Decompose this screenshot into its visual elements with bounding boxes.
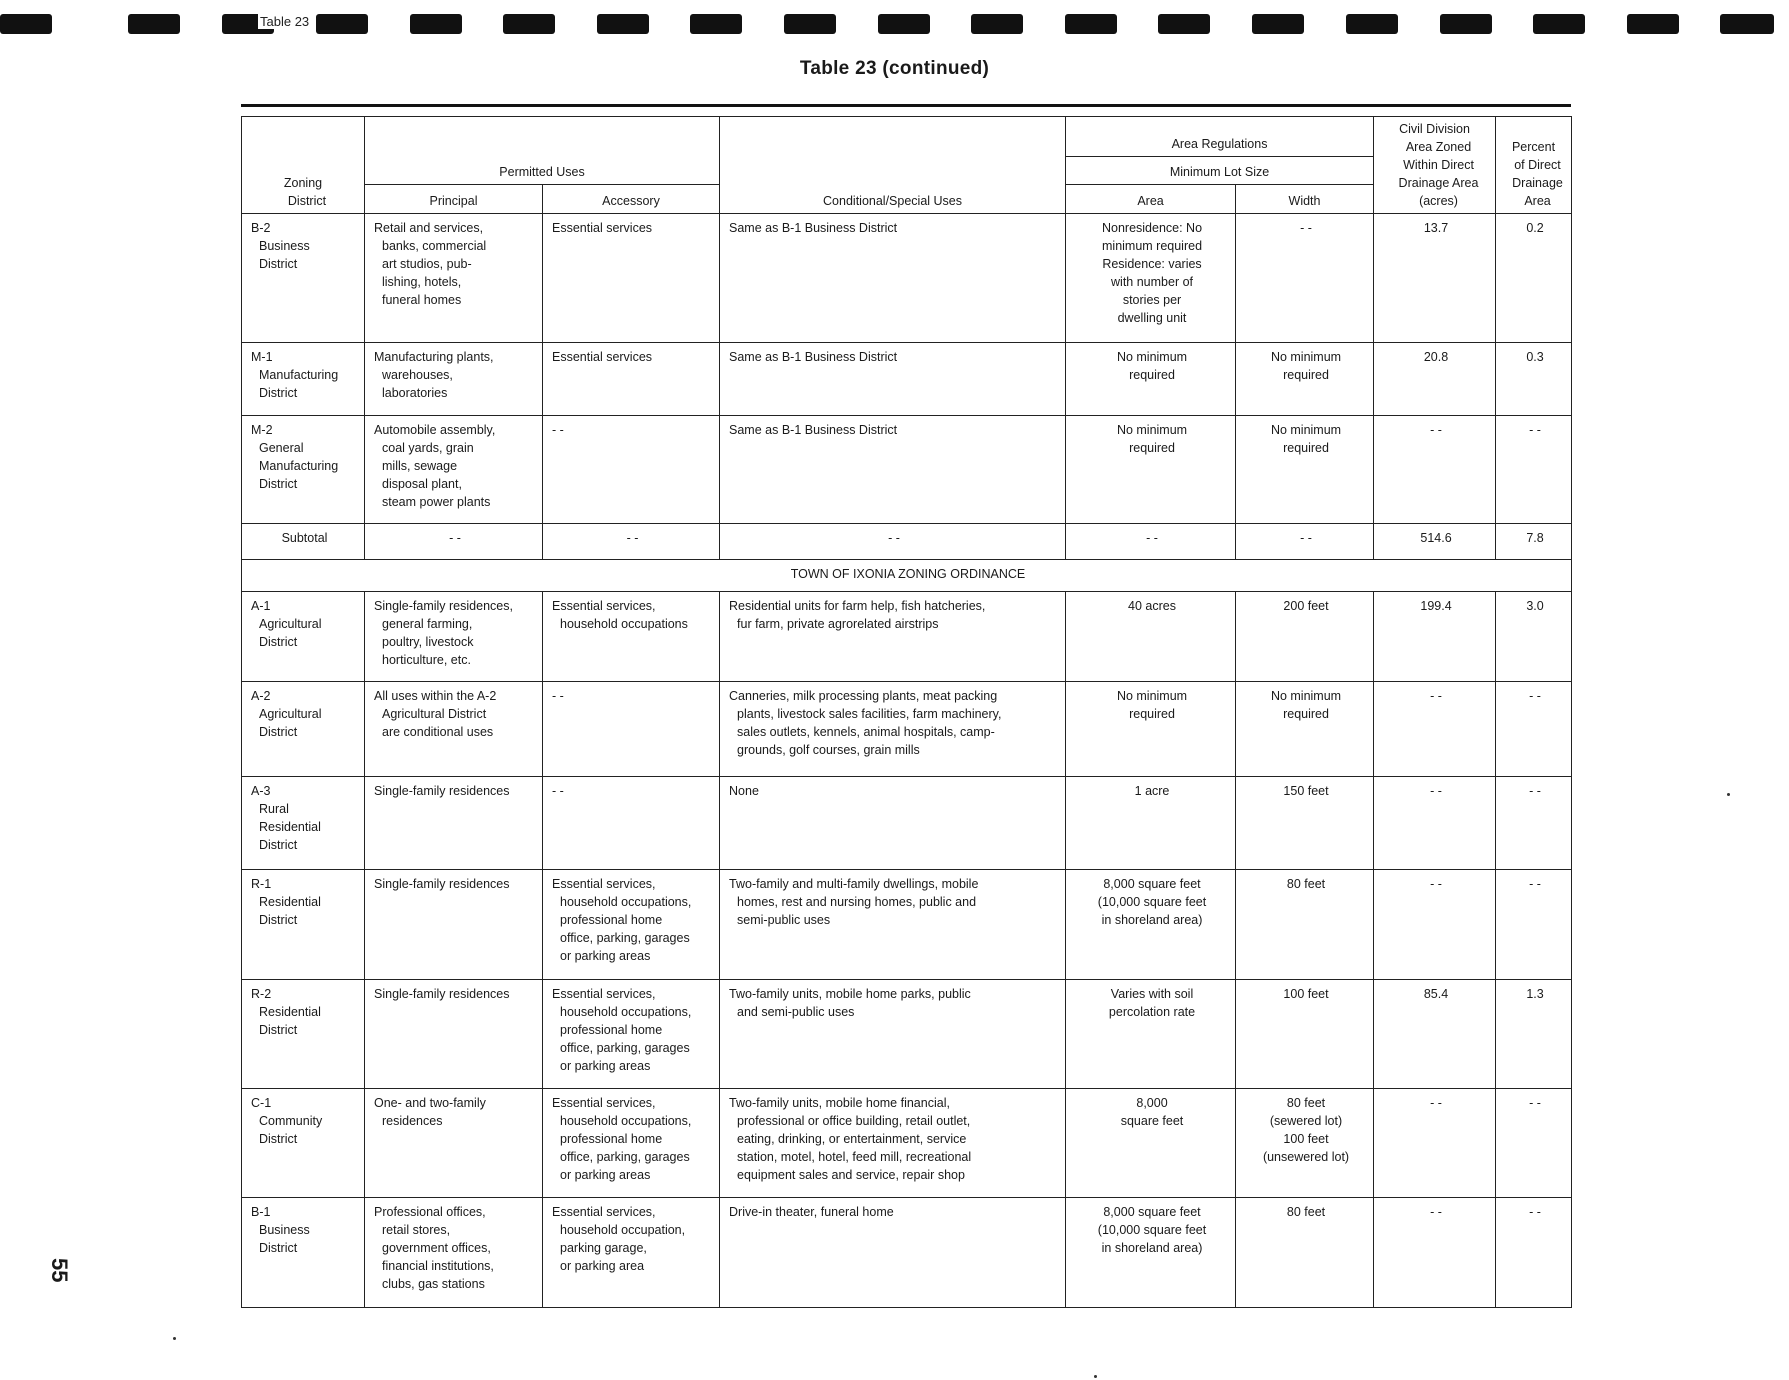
scan-speck: [1094, 1375, 1097, 1378]
cell-text: - -: [552, 423, 564, 437]
table-row: [242, 592, 1572, 682]
cell-percent: [1496, 1198, 1572, 1308]
cell-width: [1236, 777, 1374, 870]
cell-area: [1066, 870, 1236, 980]
cell-district: [242, 980, 365, 1089]
page-label: Table 23: [260, 14, 310, 29]
cell-percent: [1496, 777, 1572, 870]
header-civil-division-acres: Civil Division Area Zoned Within Direct Drainage Area (acres): [1374, 117, 1496, 214]
cell-conditional: [720, 1198, 1066, 1308]
table-row: [242, 343, 1572, 416]
subtotal-district: Subtotal: [242, 524, 365, 560]
cell-area: [1066, 777, 1236, 870]
subtotal-conditional: - -: [720, 524, 1066, 560]
subtotal-percent: 7.8: [1496, 524, 1572, 560]
cell-conditional: [720, 343, 1066, 416]
cell-text: - -: [1430, 1205, 1442, 1219]
cell-text: M-2 General Manufacturing District: [251, 423, 339, 491]
cell-text: Essential services, household occupations, professional home office, parking, garages or parking areas: [552, 1096, 692, 1182]
table-row: [242, 214, 1572, 343]
cell-district: [242, 682, 365, 777]
cell-area: [1066, 592, 1236, 682]
cell-text: Single-family residences: [374, 877, 510, 891]
cell-accessory: [543, 592, 720, 682]
cell-percent: [1496, 592, 1572, 682]
title-rule: [241, 104, 1571, 107]
cell-text: Nonresidence: No minimum required Residence: varies with number of stories per dwelling unit: [1101, 221, 1203, 325]
cell-text: B-2 Business District: [251, 221, 310, 271]
cell-acres: [1374, 214, 1496, 343]
cell-text: 200 feet: [1283, 599, 1329, 613]
cell-text: 85.4: [1423, 987, 1449, 1001]
cell-text: No minimum required: [1116, 689, 1188, 721]
cell-text: None: [729, 784, 759, 798]
cell-area: [1066, 214, 1236, 343]
cell-text: No minimum required: [1116, 350, 1188, 382]
cell-text: - -: [1430, 423, 1442, 437]
header-area: Area: [1066, 185, 1236, 214]
cell-accessory: [543, 870, 720, 980]
cell-text: 8,000 square feet (10,000 square feet in shoreland area): [1097, 1205, 1207, 1255]
cell-text: C-1 Community District: [251, 1096, 323, 1146]
cell-text: Manufacturing plants, warehouses, laboratories: [374, 350, 494, 400]
cell-principal: [365, 1089, 543, 1198]
cell-acres: [1374, 1198, 1496, 1308]
subtotal-row: [242, 524, 1572, 560]
scan-speck: [173, 1337, 176, 1340]
header-minimum-lot-size: Minimum Lot Size: [1066, 156, 1374, 185]
cell-width: [1236, 980, 1374, 1089]
cell-area: [1066, 343, 1236, 416]
cell-text: 0.2: [1526, 221, 1544, 235]
cell-conditional: [720, 777, 1066, 870]
cell-text: 3.0: [1526, 599, 1544, 613]
cell-text: - -: [1529, 689, 1541, 703]
cell-acres: [1374, 416, 1496, 524]
cell-district: [242, 777, 365, 870]
cell-percent: [1496, 214, 1572, 343]
cell-accessory: [543, 777, 720, 870]
cell-text: One- and two-family residences: [374, 1096, 486, 1128]
table-section-town: [242, 560, 1572, 592]
cell-text: B-1 Business District: [251, 1205, 310, 1255]
header-area-regulations: Area Regulations: [1066, 117, 1374, 157]
header-principal: Principal: [365, 185, 543, 214]
cell-text: 8,000 square feet: [1120, 1096, 1184, 1128]
cell-principal: [365, 777, 543, 870]
cell-text: - -: [1430, 877, 1442, 891]
cell-width: [1236, 343, 1374, 416]
cell-conditional: [720, 416, 1066, 524]
cell-text: Canneries, milk processing plants, meat packing plants, livestock sales facilities, farm machinery, sales outlets, kennels, animal hospitals, camp- grounds, golf courses, grain mills: [729, 689, 1002, 757]
cell-percent: [1496, 980, 1572, 1089]
cell-principal: [365, 214, 543, 343]
cell-text: A-1 Agricultural District: [251, 599, 322, 649]
table-row: [242, 682, 1572, 777]
cell-acres: [1374, 980, 1496, 1089]
cell-text: Essential services, household occupation, parking garage, or parking area: [552, 1205, 686, 1273]
cell-text: 150 feet: [1283, 784, 1329, 798]
cell-text: Essential services, household occupations: [552, 599, 688, 631]
table-row: [242, 980, 1572, 1089]
header-percent-drainage: Percent of Direct Drainage Area: [1496, 117, 1572, 214]
cell-text: Essential services, household occupations, professional home office, parking, garages or parking areas: [552, 877, 692, 963]
subtotal-width: - -: [1236, 524, 1374, 560]
cell-text: - -: [1430, 1096, 1442, 1110]
cell-principal: [365, 592, 543, 682]
table-body-town: [242, 592, 1572, 1308]
cell-text: Essential services, household occupations, professional home office, parking, garages or parking areas: [552, 987, 692, 1073]
cell-text: 80 feet: [1286, 1205, 1326, 1219]
cell-text: 0.3: [1526, 350, 1544, 364]
cell-width: [1236, 1198, 1374, 1308]
cell-text: 199.4: [1420, 599, 1452, 613]
cell-percent: [1496, 416, 1572, 524]
cell-text: R-1 Residential District: [251, 877, 321, 927]
cell-text: No minimum required: [1270, 423, 1342, 455]
table-row: [242, 416, 1572, 524]
section-title: TOWN OF IXONIA ZONING ORDINANCE: [242, 560, 1572, 592]
cell-text: Two-family units, mobile home financial, professional or office building, retail outlet, eating, drinking, or entertainment, service station, motel, hotel, feed mill, recreational equipment sales and service, repair shop: [729, 1096, 972, 1182]
table-row: [242, 1089, 1572, 1198]
cell-accessory: [543, 343, 720, 416]
cell-text: Two-family and multi-family dwellings, mobile homes, rest and nursing homes, public and semi-public uses: [729, 877, 979, 927]
cell-percent: [1496, 870, 1572, 980]
cell-conditional: [720, 980, 1066, 1089]
cell-principal: [365, 682, 543, 777]
cell-text: R-2 Residential District: [251, 987, 321, 1037]
table-row: [242, 870, 1572, 980]
table-row: [242, 777, 1572, 870]
cell-width: [1236, 416, 1374, 524]
cell-text: - -: [1529, 1096, 1541, 1110]
cell-text: No minimum required: [1116, 423, 1188, 455]
cell-district: [242, 416, 365, 524]
cell-district: [242, 343, 365, 416]
table-body-city: [242, 214, 1572, 560]
cell-text: - -: [1529, 423, 1541, 437]
cell-accessory: [543, 980, 720, 1089]
cell-conditional: [720, 870, 1066, 980]
cell-principal: [365, 1198, 543, 1308]
cell-district: [242, 1198, 365, 1308]
cell-text: Single-family residences: [374, 784, 510, 798]
cell-text: Retail and services, banks, commercial art studios, pub- lishing, hotels, funeral homes: [374, 221, 487, 307]
subtotal-acres: 514.6: [1374, 524, 1496, 560]
cell-percent: [1496, 1089, 1572, 1198]
cell-text: - -: [552, 689, 564, 703]
cell-text: A-2 Agricultural District: [251, 689, 322, 739]
cell-text: Single-family residences, general farming, poultry, livestock horticulture, etc.: [374, 599, 513, 667]
cell-text: Essential services: [552, 350, 653, 364]
cell-area: [1066, 1089, 1236, 1198]
cell-conditional: [720, 1089, 1066, 1198]
header-conditional-uses: Conditional/Special Uses: [720, 117, 1066, 214]
cell-area: [1066, 980, 1236, 1089]
cell-text: Same as B-1 Business District: [729, 350, 898, 364]
cell-area: [1066, 1198, 1236, 1308]
header-width: Width: [1236, 185, 1374, 214]
subtotal-accessory: - -: [543, 524, 720, 560]
cell-accessory: [543, 682, 720, 777]
cell-text: Drive-in theater, funeral home: [729, 1205, 894, 1219]
header-accessory: Accessory: [543, 185, 720, 214]
cell-text: 1 acre: [1134, 784, 1170, 798]
cell-conditional: [720, 592, 1066, 682]
cell-text: All uses within the A-2 Agricultural District are conditional uses: [374, 689, 497, 739]
cell-acres: [1374, 1089, 1496, 1198]
subtotal-principal: - -: [365, 524, 543, 560]
cell-percent: [1496, 343, 1572, 416]
cell-percent: [1496, 682, 1572, 777]
cell-width: [1236, 1089, 1374, 1198]
cell-width: [1236, 870, 1374, 980]
cell-conditional: [720, 682, 1066, 777]
cell-text: Essential services: [552, 221, 653, 235]
cell-text: 80 feet: [1286, 877, 1326, 891]
cell-principal: [365, 343, 543, 416]
cell-text: Professional offices, retail stores, government offices, financial institutions, clubs, gas stations: [374, 1205, 494, 1291]
cell-text: No minimum required: [1270, 689, 1342, 721]
cell-width: [1236, 592, 1374, 682]
cell-text: 80 feet (sewered lot) 100 feet (unsewered lot): [1262, 1096, 1350, 1164]
cell-text: Automobile assembly, coal yards, grain mills, sewage disposal plant, steam power plants: [374, 423, 496, 509]
subtotal-area: - -: [1066, 524, 1236, 560]
cell-text: - -: [1529, 877, 1541, 891]
cell-district: [242, 592, 365, 682]
cell-district: [242, 214, 365, 343]
cell-acres: [1374, 777, 1496, 870]
cell-district: [242, 1089, 365, 1198]
cell-text: 1.3: [1526, 987, 1544, 1001]
zoning-table: [241, 116, 1572, 1308]
cell-area: [1066, 682, 1236, 777]
cell-text: Same as B-1 Business District: [729, 423, 898, 437]
cell-text: Two-family units, mobile home parks, public and semi-public uses: [729, 987, 971, 1019]
cell-text: - -: [1529, 784, 1541, 798]
cell-text: - -: [1300, 221, 1312, 235]
table-title: Table 23 (continued): [799, 58, 990, 79]
cell-conditional: [720, 214, 1066, 343]
cell-acres: [1374, 870, 1496, 980]
cell-principal: [365, 870, 543, 980]
cell-text: - -: [552, 784, 564, 798]
cell-text: - -: [1430, 784, 1442, 798]
cell-text: Same as B-1 Business District: [729, 221, 898, 235]
cell-text: - -: [1430, 689, 1442, 703]
header-permitted-uses: Permitted Uses: [365, 117, 720, 185]
cell-acres: [1374, 343, 1496, 416]
cell-width: [1236, 682, 1374, 777]
cell-principal: [365, 416, 543, 524]
cell-accessory: [543, 416, 720, 524]
table-header: [242, 117, 1572, 214]
cell-accessory: [543, 214, 720, 343]
cell-text: A-3 Rural Residential District: [251, 784, 321, 852]
cell-principal: [365, 980, 543, 1089]
cell-text: Single-family residences: [374, 987, 510, 1001]
cell-acres: [1374, 592, 1496, 682]
table-row: [242, 1198, 1572, 1308]
cell-text: - -: [1529, 1205, 1541, 1219]
cell-text: No minimum required: [1270, 350, 1342, 382]
page-number: 55: [47, 1258, 72, 1283]
cell-text: M-1 Manufacturing District: [251, 350, 339, 400]
cell-text: 13.7: [1423, 221, 1449, 235]
cell-text: 20.8: [1423, 350, 1449, 364]
cell-acres: [1374, 682, 1496, 777]
cell-district: [242, 870, 365, 980]
cell-text: 100 feet: [1283, 987, 1329, 1001]
cell-text: 8,000 square feet (10,000 square feet in shoreland area): [1097, 877, 1207, 927]
cell-accessory: [543, 1198, 720, 1308]
cell-area: [1066, 416, 1236, 524]
cell-accessory: [543, 1089, 720, 1198]
cell-text: Residential units for farm help, fish hatcheries, fur farm, private agrorelated airstrips: [729, 599, 986, 631]
scan-speck: [1727, 793, 1730, 796]
cell-text: 40 acres: [1128, 599, 1176, 613]
cell-text: Varies with soil percolation rate: [1108, 987, 1196, 1019]
cell-width: [1236, 214, 1374, 343]
header-zoning-district: Zoning District: [242, 117, 365, 214]
